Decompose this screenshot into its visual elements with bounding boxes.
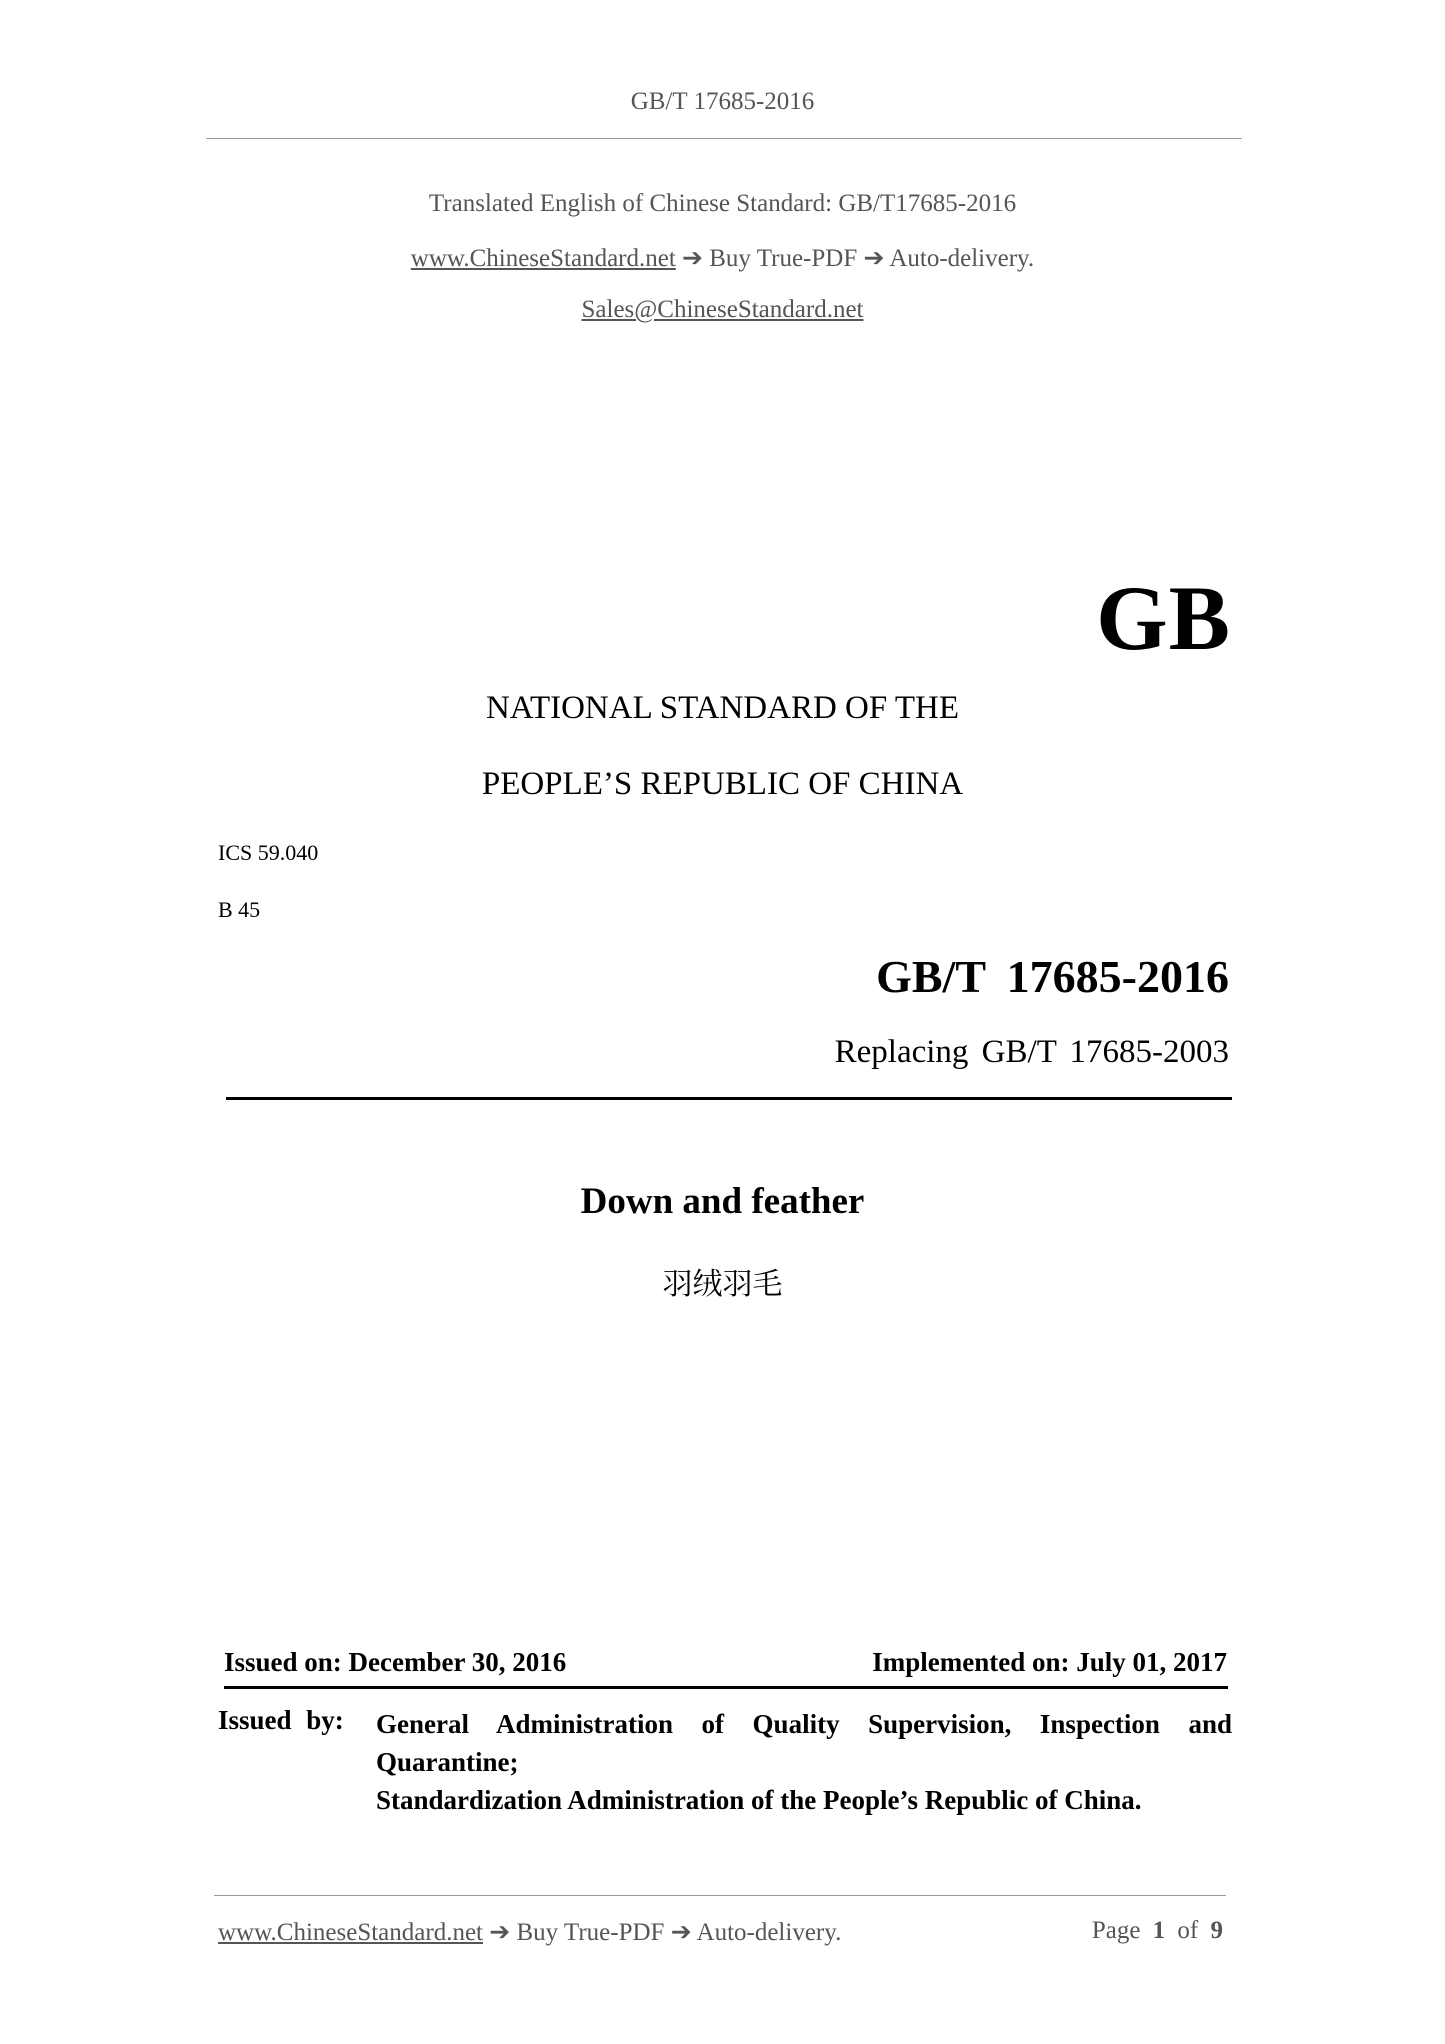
standard-number: GB/T 17685-2016 <box>876 951 1229 1002</box>
issuer-2: Standardization Administration of the People’s Republic of China. <box>376 1785 1142 1815</box>
issuers-block <box>376 1705 1232 1819</box>
footer-divider <box>214 1895 1226 1896</box>
header-divider <box>206 138 1242 139</box>
issued-on-date: Issued on: December 30, 2016 <box>224 1647 567 1677</box>
footer-links <box>218 1917 841 1947</box>
footer-buy-true-pdf-text: Buy True-PDF <box>516 1919 665 1946</box>
issuer-1: General Administration of Quality Supervision, Inspection and Quarantine; <box>376 1709 1232 1777</box>
auto-delivery-text: Auto-delivery. <box>889 245 1035 272</box>
arrow-right-icon: ➔ <box>682 245 703 272</box>
replacing-standard: Replacing GB/T 17685-2003 <box>834 1034 1229 1070</box>
title-divider <box>226 1097 1232 1100</box>
arrow-right-icon: ➔ <box>863 245 885 272</box>
dates-divider <box>224 1686 1228 1689</box>
page-of: of <box>1177 1917 1199 1944</box>
document-title-english: Down and feather <box>580 1181 865 1222</box>
footer-site-link[interactable]: www.ChineseStandard.net <box>218 1919 483 1946</box>
issued-by-label: Issued by: <box>218 1705 344 1735</box>
national-standard-line-2: PEOPLE’S REPUBLIC OF CHINA <box>481 766 964 802</box>
translation-title: Translated English of Chinese Standard: GB/T17685-2016 <box>428 190 1017 217</box>
site-link[interactable]: www.ChineseStandard.net <box>410 245 676 272</box>
ics-code: ICS 59.040 <box>218 840 319 865</box>
implemented-on-date: Implemented on: July 01, 2017 <box>872 1647 1227 1677</box>
page-indicator <box>1092 1917 1223 1945</box>
page-total: 9 <box>1210 1917 1223 1944</box>
email-line <box>0 296 1445 324</box>
gb-logo: GB <box>1096 567 1231 669</box>
page-word: Page <box>1091 1917 1141 1944</box>
ccs-code: B 45 <box>218 897 261 922</box>
email-link[interactable]: Sales@ChineseStandard.net <box>581 296 864 323</box>
translation-links <box>0 243 1445 273</box>
page-current: 1 <box>1152 1917 1166 1944</box>
arrow-right-icon: ➔ <box>489 1919 511 1946</box>
document-title-chinese: 羽绒羽毛 <box>662 1267 783 1302</box>
footer-auto-delivery-text: Auto-delivery. <box>696 1919 842 1946</box>
national-standard-line-1: NATIONAL STANDARD OF THE <box>485 690 960 726</box>
arrow-right-icon: ➔ <box>670 1919 692 1946</box>
buy-true-pdf-text: Buy True-PDF <box>709 245 858 272</box>
running-header: GB/T 17685-2016 <box>630 88 815 115</box>
